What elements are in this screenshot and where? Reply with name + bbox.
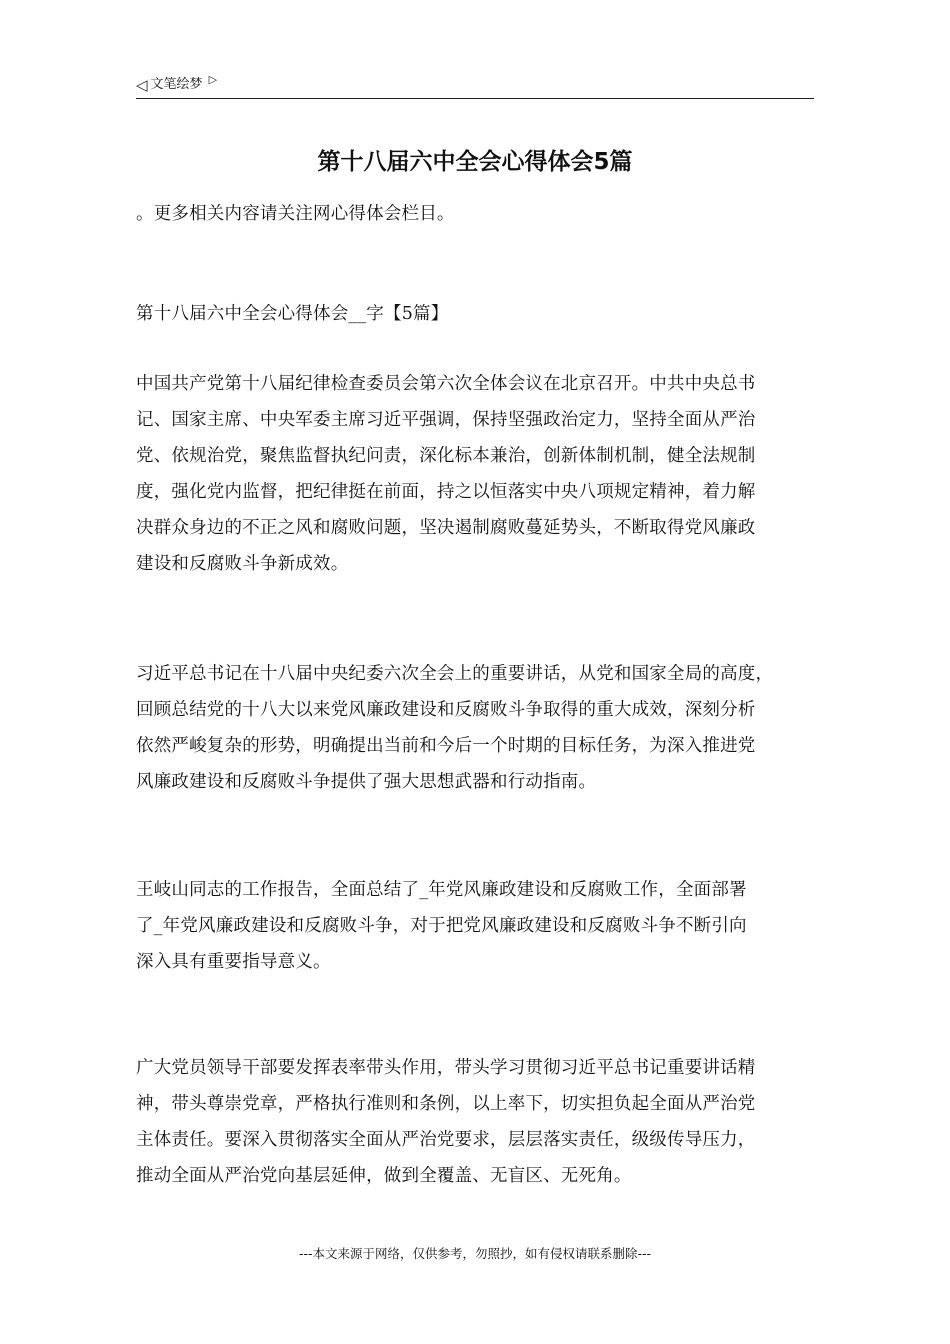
paragraph-3: 王岐山同志的工作报告，全面总结了_年党风廉政建设和反腐败工作，全面部署 了_年党风廉政建设和反腐败斗争，对于把党风廉政建设和反腐败斗争不断引向 深入具有重要指导意义。 — [136, 880, 747, 972]
header-brand: 文笔绘梦 — [150, 77, 203, 92]
document-title: 第十八届六中全会心得体会5篇 — [317, 149, 633, 175]
paragraph-2: 习近平总书记在十八届中央纪委六次全会上的重要讲话，从党和国家全局的高度， 回顾总结党的十八大以来党风廉政建设和反腐败斗争取得的重大成效，深刻分析 依然严峻复杂的形势，明确提出当前和今后一个时期的目标任务，为深入推进党 风廉政建设和反腐败斗争提供了强大思想武器和行动指南。 — [136, 664, 774, 792]
paragraph-1: 中国共产党第十八届纪律检查委员会第六次全体会议在北京召开。中共中央总书 记、国家主席、中央军委主席习近平强调，保持坚强政治定力，坚持全面从严治 党、依规治党，聚焦监督执纪问责，深化标本兼治，创新体制机制，健全法规制 度，强化党内监督，把纪律挺在前面，持之以恒落实中央八项规定精神，着力解 决群众身边的不正之风和腐败问题，坚决遏制腐败蔓延势头，不断取得党风廉政 建设和反腐败斗争新成效。 — [136, 374, 756, 574]
triangle-right-icon: ▷ — [208, 73, 218, 86]
intro-line: 。更多相关内容请关注网心得体会栏目。 — [136, 204, 455, 224]
paragraph-4: 广大党员领导干部要发挥表率带头作用，带头学习贯彻习近平总书记重要讲话精 神，带头尊崇党章，严格执行准则和条例，以上率下，切实担负起全面从严治党 主体责任。要深入贯彻落实全面从严治党要求，层层落实责任，级级传导压力， 推动全面从严治党向基层延伸，做到全覆盖、无盲区、无死角。 — [136, 1058, 756, 1186]
page-footer: ---本文来源于网络，仅供参考，勿照抄，如有侵权请联系删除--- — [298, 1246, 652, 1261]
section-subtitle: 第十八届六中全会心得体会__字【5篇】 — [136, 304, 449, 324]
page-header — [136, 72, 814, 99]
triangle-left-icon: ◁ — [136, 76, 148, 94]
